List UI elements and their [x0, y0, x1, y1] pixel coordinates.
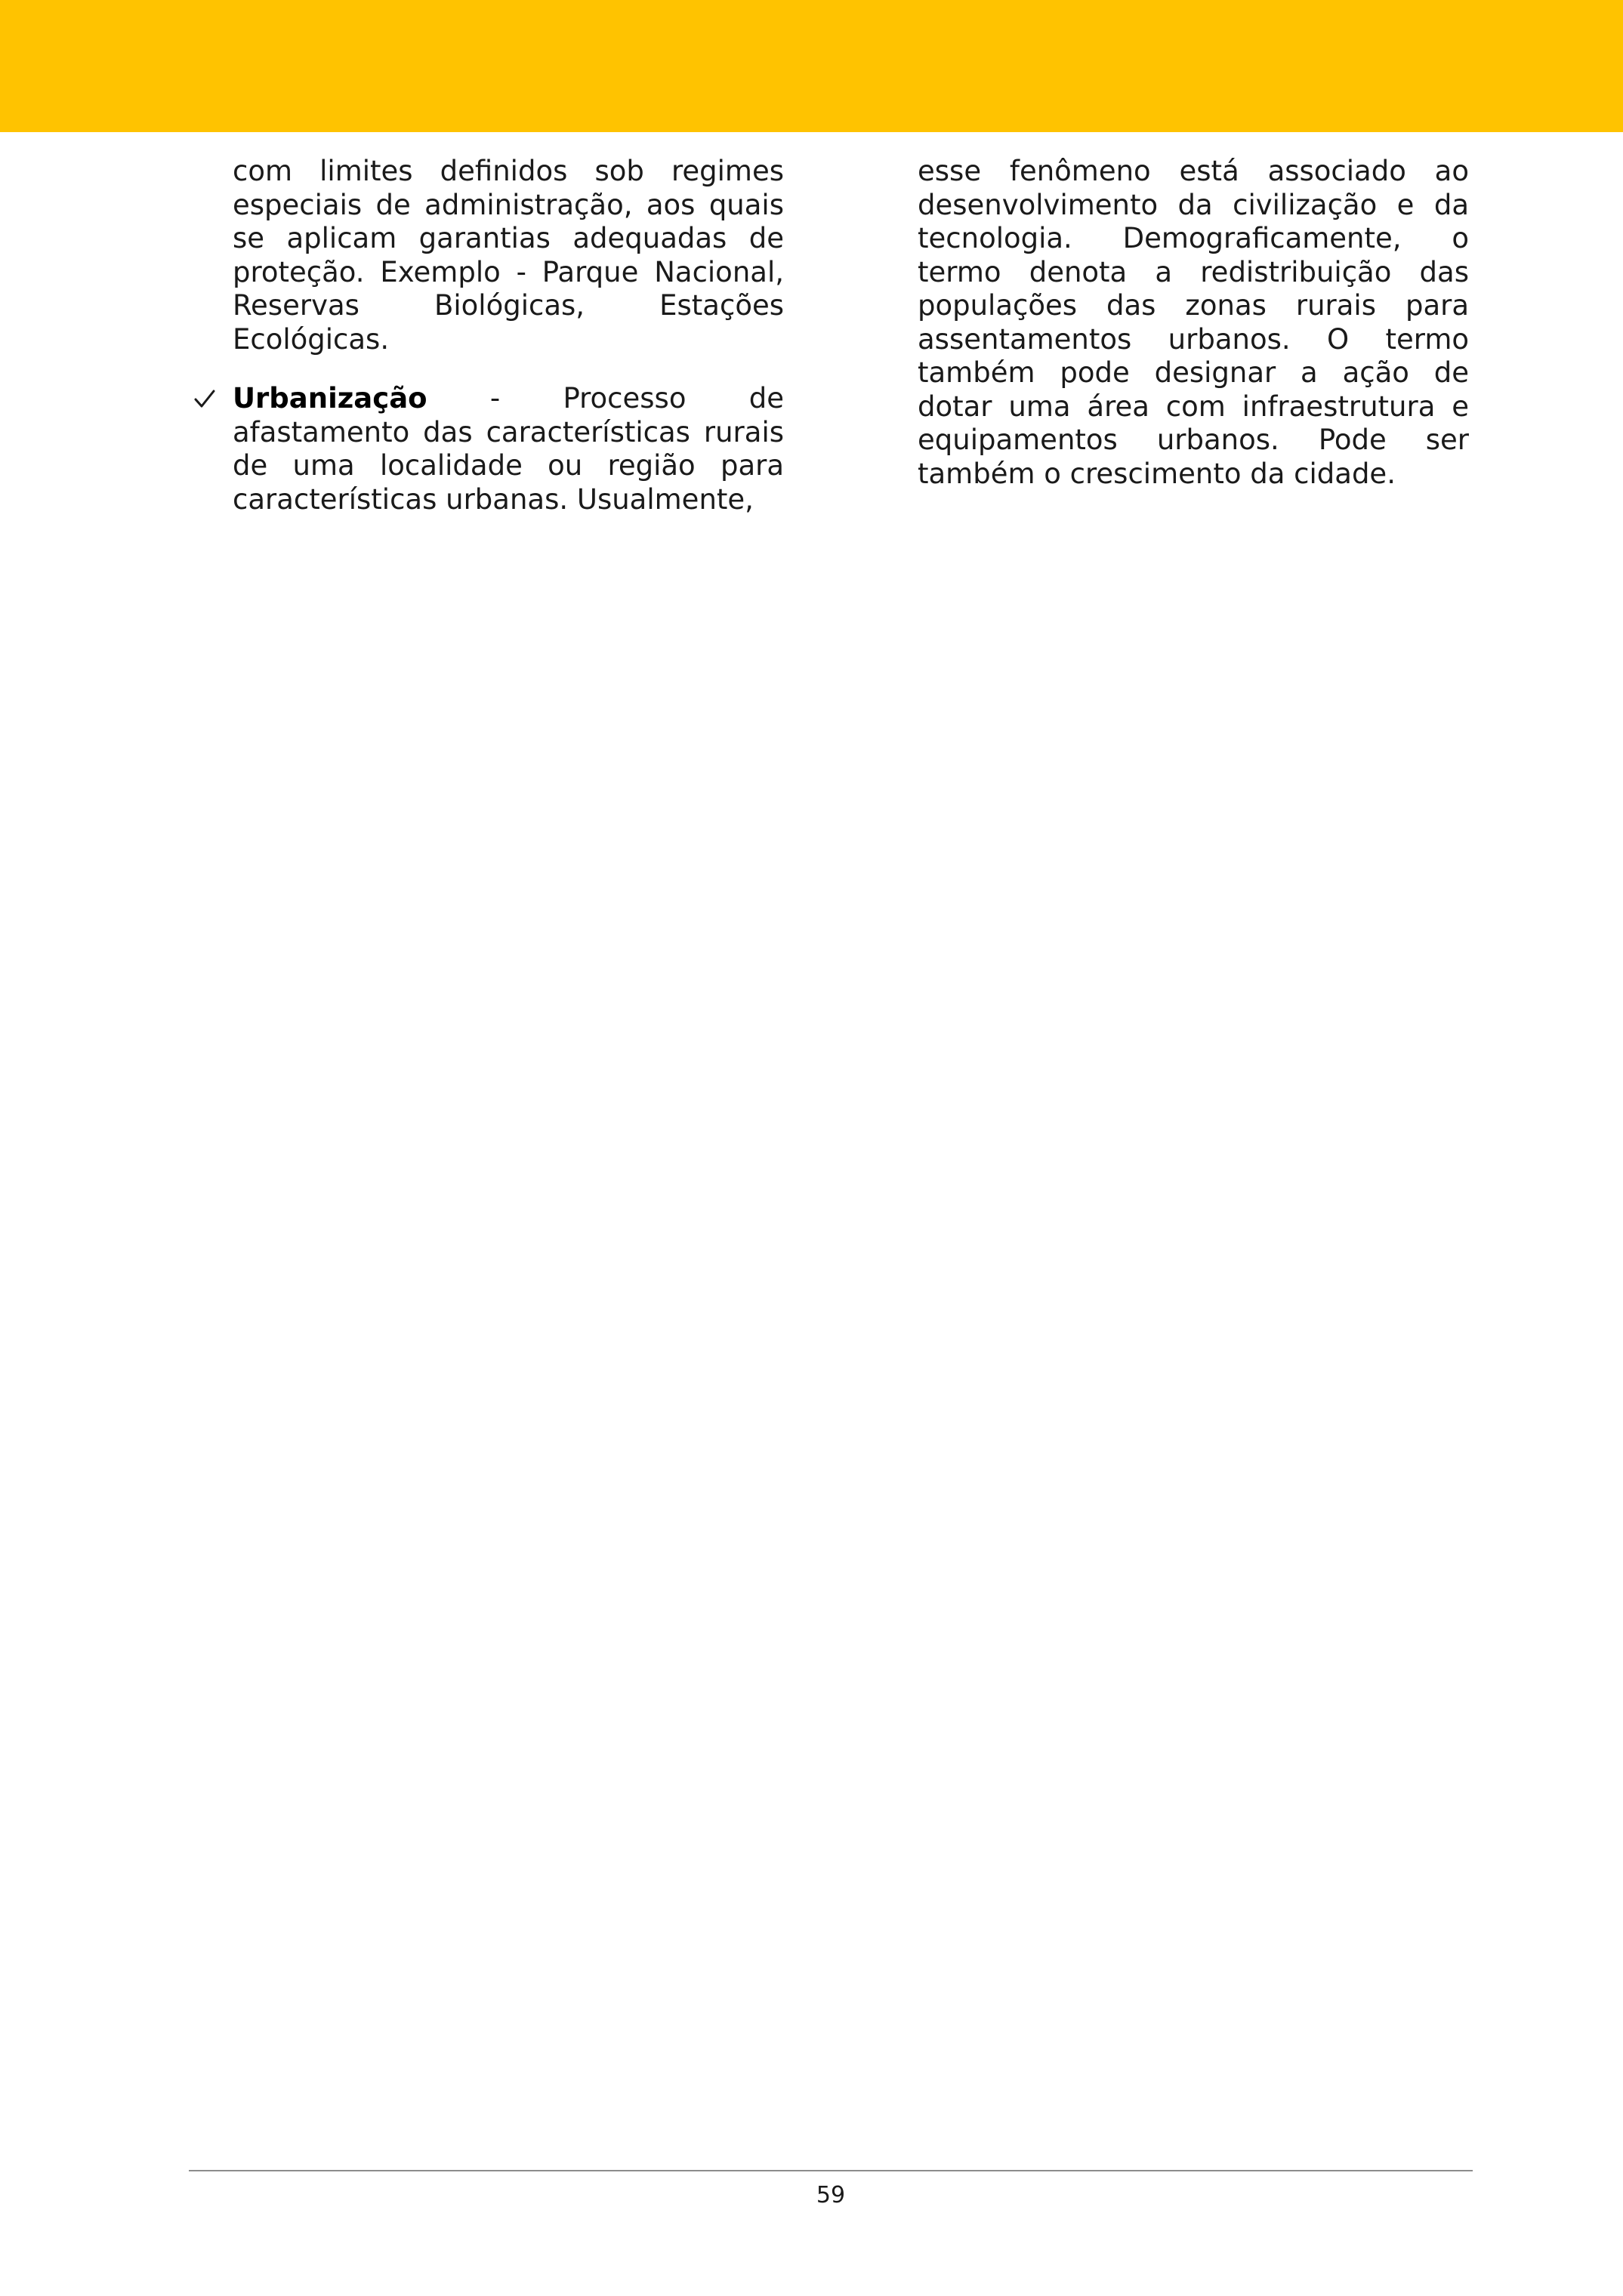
glossary-definition-continuation: esse fenômeno está associado ao desenvolvimento da civilização e da tecnologia. Demograficamente, o termo denota a redistribuição das populações das zonas rurais para assentamentos urbanos. O termo também pode designar a ação de dotar uma área com infraestrutura e equipamentos urbanos. Pode ser também o crescimento da cidade.	[918, 155, 1469, 490]
left-column	[233, 155, 784, 516]
right-column	[918, 155, 1469, 491]
checkmark-icon	[193, 382, 218, 415]
footer-divider	[189, 2170, 1473, 2171]
top-banner	[0, 0, 1623, 132]
glossary-item-urbanizacao	[233, 382, 784, 516]
protected-areas-continuation: com limites definidos sob regimes especiais de administração, aos quais se aplicam garantias adequadas de proteção. Exemplo - Parque Nacional, Reservas Biológicas, Estações Ecológicas.	[233, 155, 784, 356]
glossary-term: Urbanização	[233, 382, 427, 415]
glossary-definition-start: - Processo de afastamento das características rurais de uma localidade ou região para características urbanas. Usualmente,	[233, 382, 784, 516]
glossary-item-text	[233, 382, 784, 516]
page-number: 59	[816, 2182, 846, 2208]
